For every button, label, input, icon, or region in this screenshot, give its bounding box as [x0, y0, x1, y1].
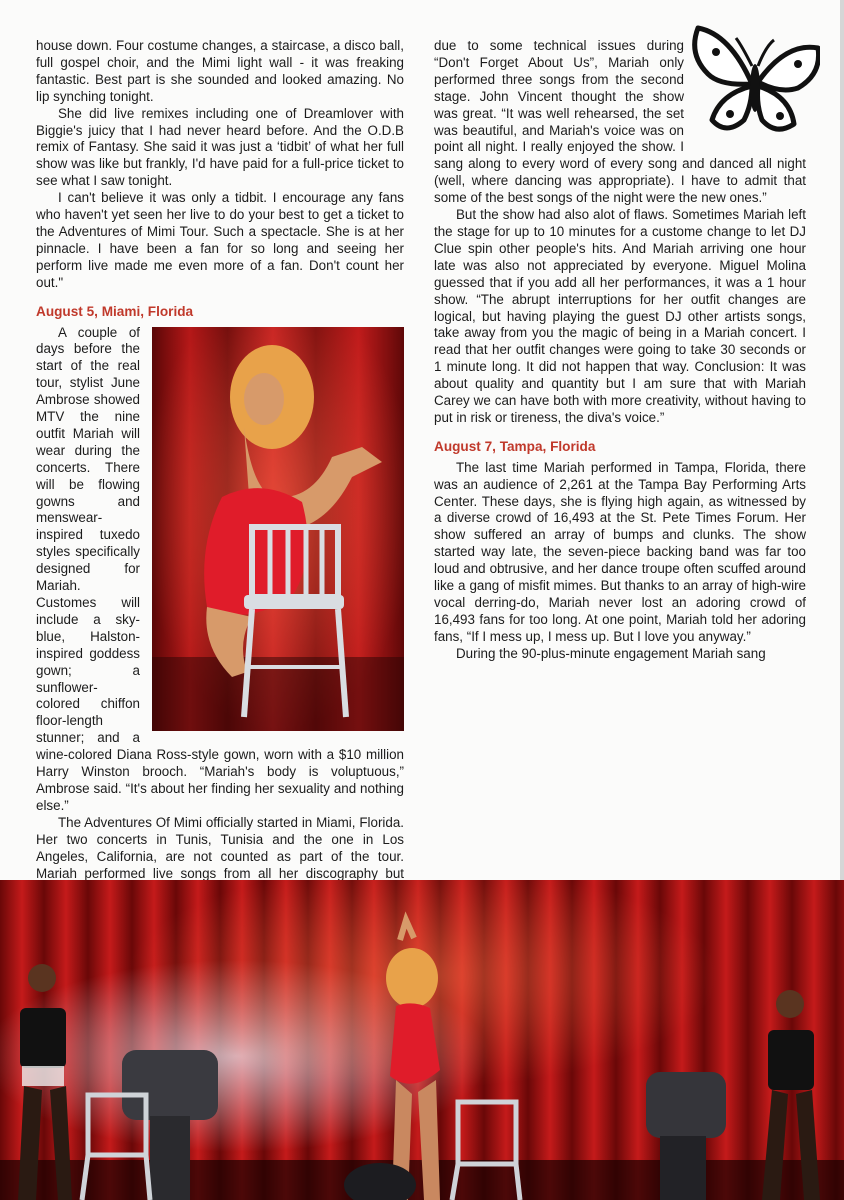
paragraph: due to some technical issues during “Don't Forget About Us”, Mariah only performed three songs from the second stage. John Vincent thought the show was great. “It was well rehearsed, the set was beautiful, and Mariah's voice was on point all night. I really enjoyed the show. I sang along to every word of every song and danced all night (well, where dancing was appropriate). I have to admit that some of the best songs of the night were the new ones.”: [434, 38, 806, 206]
mariah-chair-photo: [152, 327, 404, 731]
left-column: [36, 38, 404, 1018]
butterfly-icon: [690, 24, 820, 144]
stage-performance-photo: [0, 880, 844, 1200]
paragraph: A couple of days before the start of the real tour, stylist June Ambrose showed MTV the nine outfit Mariah will wear during the concerts. There will be flowing gowns and menswear-inspired tuxedo styles specifically designed for Mariah. Customes will include a sky-blue, Halston-inspired goddess gown; a sunflower-colored chiffon floor-length stunner; and a wine-colored Diana Ross-style gown, worn with a $10 million Harry Winston brooch. “Mariah's body is voluptuous,” Ambrose said. “It's about her finding her sexuality and nothing else.”: [36, 324, 404, 813]
section-heading-tampa: August 7, Tampa, Florida: [434, 438, 596, 454]
paragraph: During the 90-plus-minute engagement Mariah sang: [456, 645, 766, 661]
paragraph: The last time Mariah performed in Tampa, Florida, there was an audience of 2,261 at the Tampa Bay Performing Arts Center. These days, she is flying high again, as witnessed by a diverse crowd of 16,493 at the St. Pete Times Forum. Her show suffered an array of bumps and clunks. The show started way late, the seven-piece backing band was far too loud and obtrusive, and her dance troupe often scuffed around like a gang of misfit mimes. But thanks to an array of high-wire vocal derring-do, Mariah never lost an adoring crowd of 16,493 fans for too long. At one point, Mariah told her adoring fans, “If I mess up, I mess up. But I love you anyway.”: [434, 459, 806, 644]
right-column: [434, 38, 806, 663]
paragraph: The Adventures Of Mimi officially started in Miami, Florida. Her two concerts in Tunis, Tunisia and the one in Los Angeles, California, are not counted as part of the tour. Mariah performed live songs from all her discography but: [36, 814, 404, 881]
paragraph: But the show had also alot of flaws. Sometimes Mariah left the stage for up to 10 minutes for a custome change to let DJ Clue spin other people's hits. And Mariah arriving one hour late was also not appreciated by everyone. Miguel Molina guessed that if you add all her performances, it was a 1 hour show. “The abrupt interruptions for her outfit changes are logical, but having playing the guest DJ other artists songs, take away from you the magic of being in a Mariah concert. I read that her outfit changes were going to take 30 seconds or 1 minute long. It did not happen that way. Conclusion: It was about quality and quantity but I am sure that with Mariah Carey we can have both with more creativity, without having to put in risk or tireness, the diva's voice.”: [434, 207, 806, 425]
section-heading-miami: August 5, Miami, Florida: [36, 303, 194, 319]
paragraph: She did live remixes including one of Dreamlover with Biggie's juicy that I had never heard before. And the O.D.B remix of Fantasy. She said it was just a ‘tidbit’ of what her full show was like but frankly, I'd have paid for a full-price ticket to see what I saw tonight.: [36, 105, 404, 189]
paragraph: house down. Four costume changes, a staircase, a disco ball, full gospel choir, and the Mimi light wall - it was freaking fantastic. Best part is she sounded and looked amazing. No lip synching tonight.: [36, 38, 404, 104]
paragraph: I can't believe it was only a tidbit. I encourage any fans who haven't yet seen her live to do your best to get a ticket to the Adventures of Mimi Tour. Such a spectacle. She is at her pinnacle. I have been a fan for so long and seeing her perform live made me even more of a fan. Don't count her out.": [36, 190, 404, 290]
